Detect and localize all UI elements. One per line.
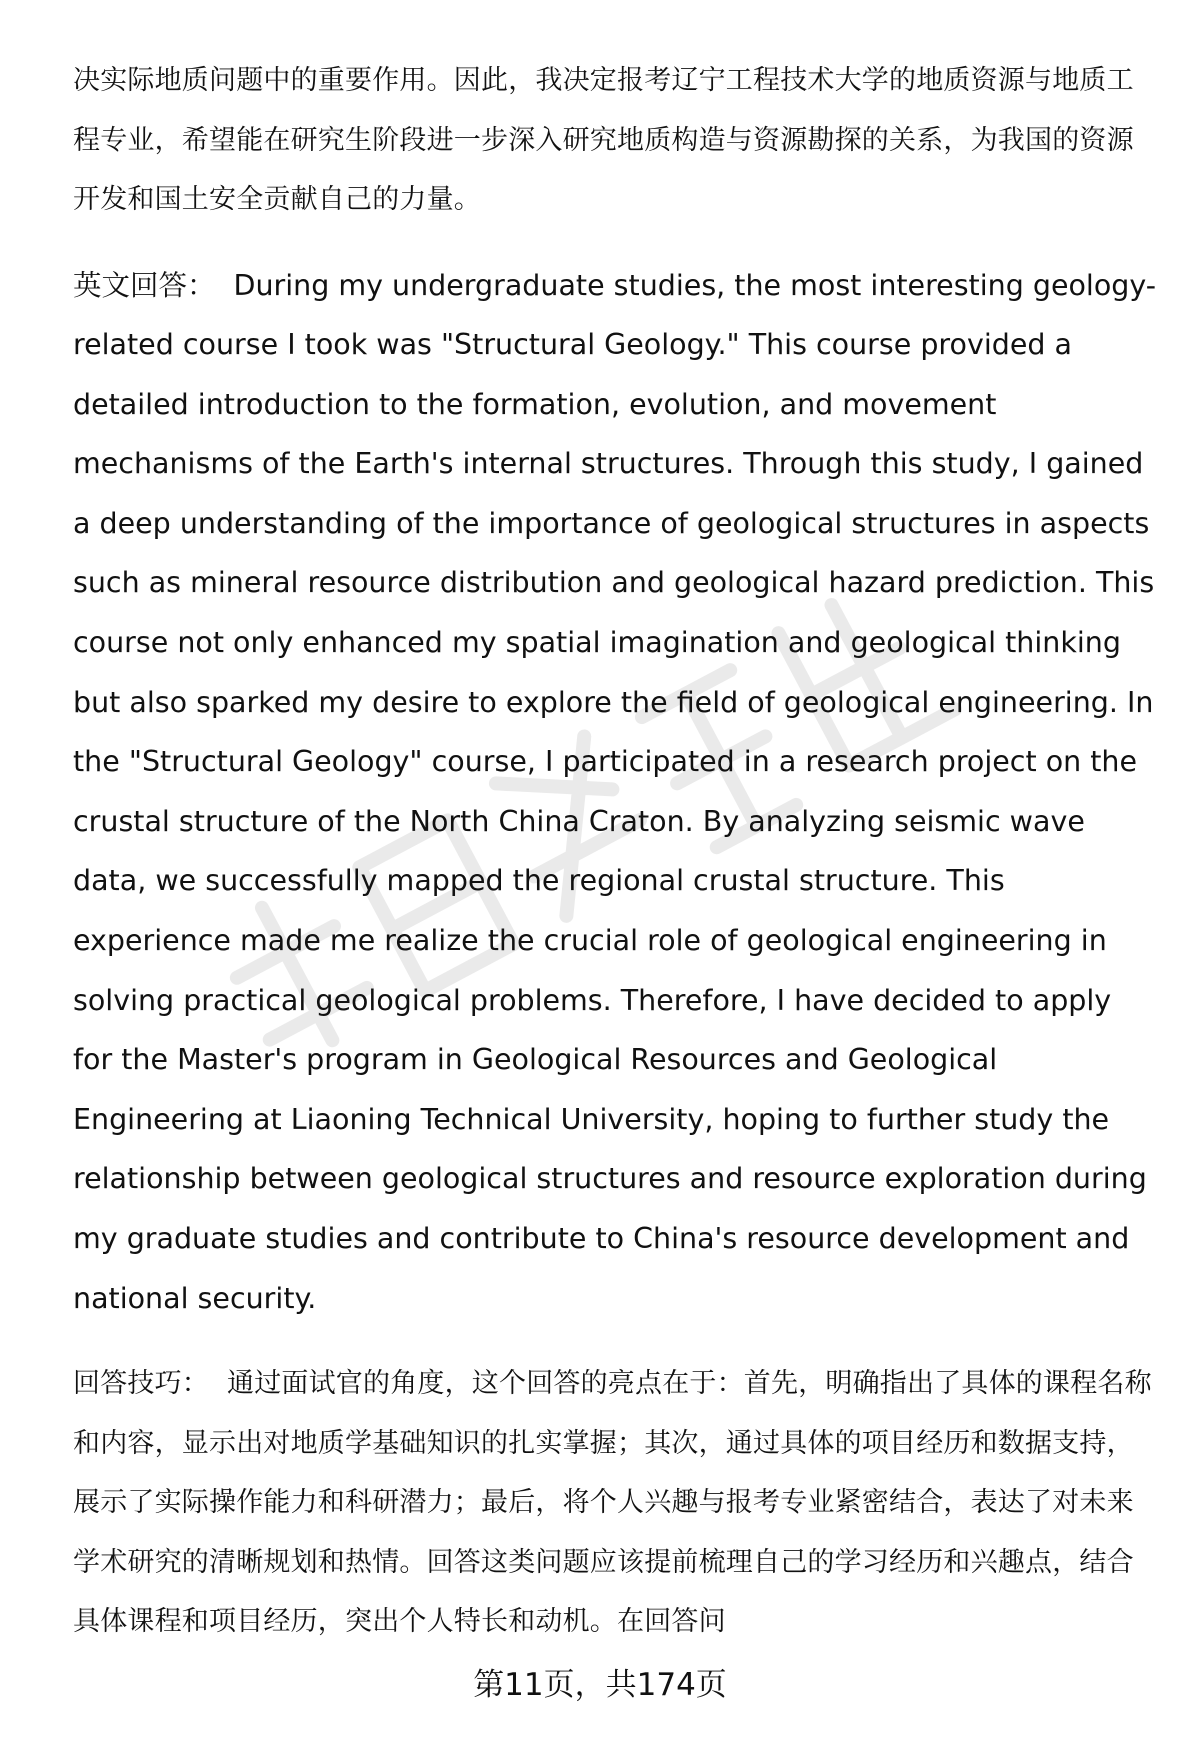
paragraph-english-answer (73, 256, 1158, 1329)
paragraph-chinese-intro (73, 51, 1158, 230)
paragraph-answer-tips (73, 1354, 1158, 1652)
document-body (73, 51, 1158, 1678)
paragraph-text: 决实际地质问题中的重要作用。因此，我决定报考辽宁工程技术大学的地质资源与地质工程专业，希望能在研究生阶段进一步深入研究地质构造与资源勘探的关系，为我国的资源开发和国土安全贡献自己的力量。 (73, 65, 1134, 215)
answer-tips-label: 回答技巧： (73, 1368, 209, 1400)
english-answer-text: During my undergraduate studies, the most interesting geology-related course I took was "Structural Geology." This course provided a detailed introduction to the formation, evolution, and movement mechanisms of the Earth's internal structures. Through this study, I gained a deep understanding of the importance of geological structures in aspects such as mineral resource distribution and geological hazard prediction. This course not only enhanced my spatial imagination and geological thinking but also sparked my desire to explore the field of geological engineering. In the "Structural Geology" course, I participated in a research project on the crustal structure of the North China Craton. By analyzing seismic wave data, we successfully mapped the regional crustal structure. This experience made me realize the crucial role of geological engineering in solving practical geological problems. Therefore, I have decided to apply for the Master's program in Geological Resources and Geological Engineering at Liaoning Technical University, hoping to further study the relationship between geological structures and resource exploration during my graduate studies and contribute to China's resource development and national security. (73, 268, 1157, 1315)
page-number-footer: 第11页，共174页 (473, 1667, 727, 1703)
answer-tips-text: 通过面试官的角度，这个回答的亮点在于：首先，明确指出了具体的课程名称和内容，显示出对地质学基础知识的扎实掌握；其次，通过具体的项目经历和数据支持，展示了实际操作能力和科研潜力；最后，将个人兴趣与报考专业紧密结合，表达了对未来学术研究的清晰规划和热情。回答这类问题应该提前梳理自己的学习经历和兴趣点，结合具体课程和项目经历，突出个人特长和动机。在回答问 (73, 1368, 1152, 1638)
english-answer-label: 英文回答： (73, 268, 216, 302)
